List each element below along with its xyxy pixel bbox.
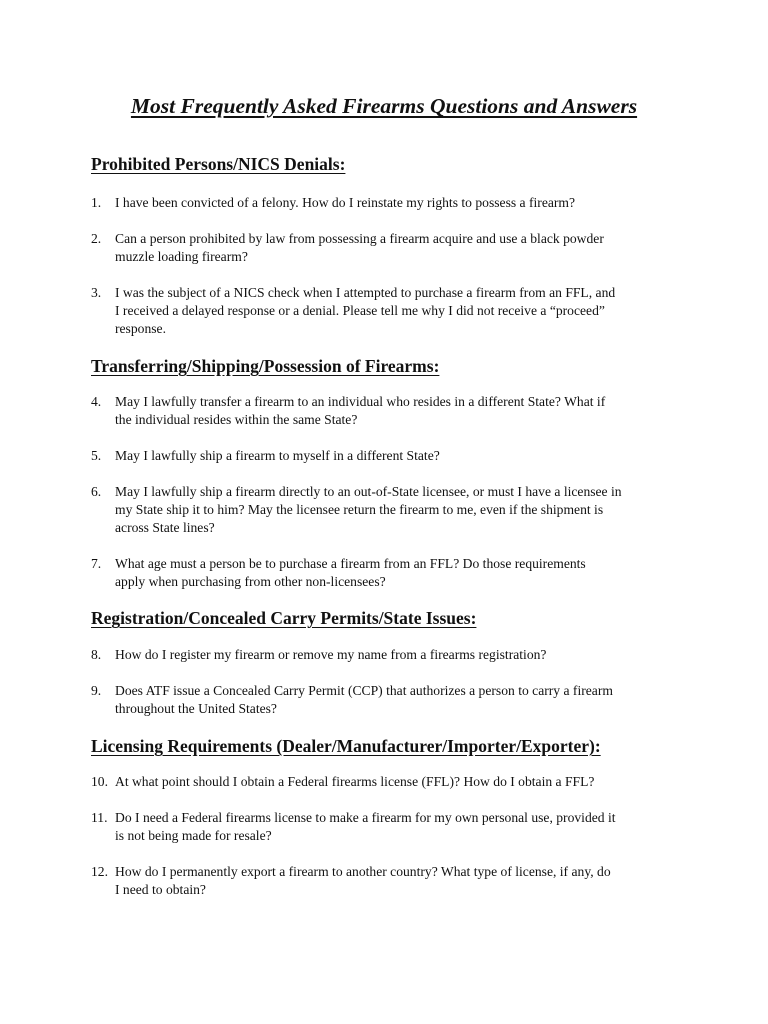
item-line: is not being made for resale?	[115, 828, 272, 843]
item-number: 2.	[91, 231, 102, 246]
list-item	[91, 393, 691, 429]
item-number: 9.	[91, 683, 102, 698]
item-number: 8.	[91, 647, 102, 662]
item-line: How do I register my firearm or remove my name from a firearms registration?	[115, 647, 547, 662]
list-item	[91, 447, 691, 465]
item-number: 12.	[91, 864, 108, 879]
item-number: 10.	[91, 774, 108, 789]
section-heading-registration: Registration/Concealed Carry Permits/State Issues:	[91, 608, 477, 628]
item-line: the individual resides within the same State?	[115, 412, 358, 427]
list-item	[91, 230, 691, 266]
item-line: At what point should I obtain a Federal firearms license (FFL)? How do I obtain a FFL?	[115, 774, 595, 789]
item-number: 4.	[91, 394, 102, 409]
list-item	[91, 194, 691, 212]
item-line: my State ship it to him? May the licensee return the firearm to me, even if the shipment is	[115, 502, 604, 517]
list-item	[91, 773, 691, 791]
item-number: 1.	[91, 195, 102, 210]
item-line: I was the subject of a NICS check when I attempted to purchase a firearm from an FFL, and	[115, 285, 616, 300]
item-line: Does ATF issue a Concealed Carry Permit (CCP) that authorizes a person to carry a firearm	[115, 683, 613, 698]
list-item	[91, 555, 691, 591]
item-line: response.	[115, 321, 166, 336]
item-line: May I lawfully transfer a firearm to an individual who resides in a different State? What if	[115, 394, 606, 409]
item-number: 6.	[91, 484, 102, 499]
document-title: Most Frequently Asked Firearms Questions and Answers	[130, 94, 638, 118]
list-item	[91, 863, 691, 899]
item-line: Do I need a Federal firearms license to make a firearm for my own personal use, provided it	[115, 810, 616, 825]
item-line: What age must a person be to purchase a firearm from an FFL? Do those requirements	[115, 556, 586, 571]
item-number: 7.	[91, 556, 102, 571]
item-line: across State lines?	[115, 520, 215, 535]
item-line: How do I permanently export a firearm to another country? What type of license, if any, do	[115, 864, 611, 879]
list-item	[91, 682, 691, 718]
section-heading-licensing: Licensing Requirements (Dealer/Manufacturer/Importer/Exporter):	[91, 736, 601, 756]
list-item	[91, 646, 691, 664]
list-item	[91, 809, 691, 845]
list-item	[91, 284, 691, 338]
section-heading-transferring: Transferring/Shipping/Possession of Firearms:	[91, 356, 440, 376]
item-line: I have been convicted of a felony. How do I reinstate my rights to possess a firearm?	[115, 195, 576, 210]
item-line: I need to obtain?	[115, 882, 206, 897]
item-line: Can a person prohibited by law from possessing a firearm acquire and use a black powder	[115, 231, 604, 246]
item-line: I received a delayed response or a denial. Please tell me why I did not receive a “proceed”	[115, 303, 605, 318]
item-line: throughout the United States?	[115, 701, 277, 716]
item-line: May I lawfully ship a firearm to myself in a different State?	[115, 448, 440, 463]
item-number: 5.	[91, 448, 102, 463]
item-number: 3.	[91, 285, 102, 300]
item-number: 11.	[91, 810, 108, 825]
section-heading-prohibited-persons: Prohibited Persons/NICS Denials:	[91, 154, 346, 174]
list-item	[91, 483, 691, 537]
item-line: May I lawfully ship a firearm directly to an out-of-State licensee, or must I have a licensee in	[115, 484, 622, 499]
item-line: apply when purchasing from other non-licensees?	[115, 574, 386, 589]
item-line: muzzle loading firearm?	[115, 249, 248, 264]
